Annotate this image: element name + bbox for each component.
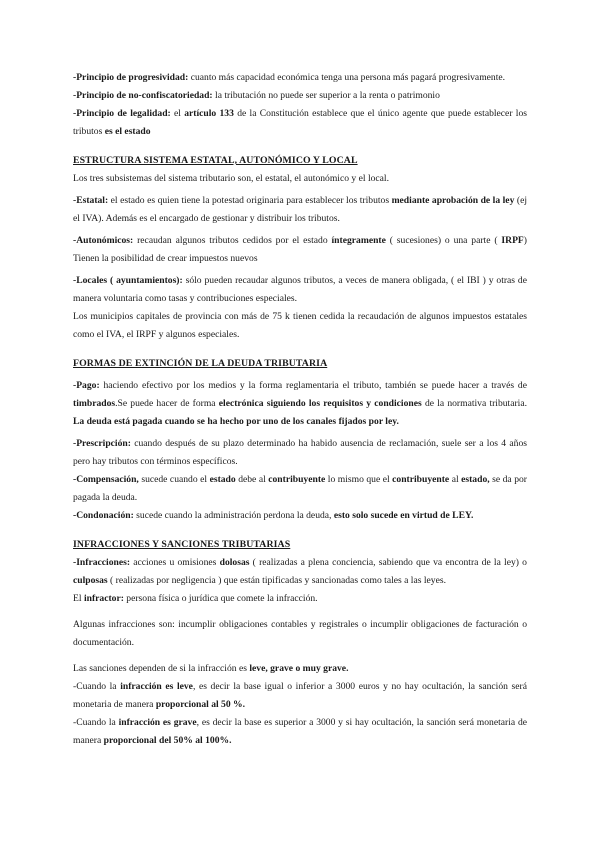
sanciones-paragraph: Las sanciones dependen de si la infracción es leve, grave o muy grave. [73, 663, 349, 674]
locales-paragraph: -Locales ( ayuntamientos): sólo pueden recaudar algunos tributos, a veces de manera obligada, ( el IBI ) y otras de manera voluntaria como tasas y contribuciones especiales. [73, 275, 527, 304]
estructura-intro: Los tres subsistemas del sistema tributario son, el estatal, el autonómico y el local. [73, 173, 389, 184]
principio-legalidad: -Principio de legalidad: el artículo 133 de la Constitución establece que el único agente que puede establecer los tributos es el estado [73, 108, 528, 137]
heading-estructura: ESTRUCTURA SISTEMA ESTATAL, AUTONÓMICO Y LOCAL [73, 155, 358, 166]
estatal-paragraph: -Estatal: el estado es quien tiene la potestad originaria para establecer los tributos mediante aprobación de la ley (ej el IVA). Además es el encargado de gestionar y distribuir los tributos. [73, 195, 527, 224]
municipios-paragraph: Los municipios capitales de provincia con más de 75 k tienen cedida la recaudación de algunos impuestos estatales como el IVA, el IRPF y algunos especiales. [73, 311, 527, 340]
principio-no-confiscatoriedad: -Principio de no-confiscatoriedad: la tributación no puede ser superior a la renta o patrimonio [73, 90, 440, 101]
autonomicos-paragraph: -Autonómicos: recaudan algunos tributos cedidos por el estado íntegramente ( sucesiones) o una parte ( IRPF) Tienen la posibilidad de crear impuestos nuevos [73, 235, 527, 264]
condonacion-paragraph: -Condonación: sucede cuando la administración perdona la deuda, esto solo sucede en virtud de LEY. [73, 510, 474, 521]
infracciones-paragraph: -Infracciones: acciones u omisiones dolosas ( realizadas a plena conciencia, sabiendo que va encontra de la ley) o culposas ( realizadas por negligencia ) que están tipificadas y sancionadas como tales a las leyes. [73, 557, 527, 586]
grave-paragraph: -Cuando la infracción es grave, es decir la base es superior a 3000 y si hay ocultación, la sanción será monetaria de manera proporcional del 50% al 100%. [73, 717, 528, 746]
pago-paragraph: -Pago: haciendo efectivo por los medios y la forma reglamentaria el tributo, también se puede hacer a través de timbrados.Se puede hacer de forma electrónica siguiendo los requisitos y condiciones de la normativa tributaria. La deuda está pagada cuando se ha hecho por uno de los canales fijados por ley. [73, 380, 527, 427]
algunas-paragraph: Algunas infracciones son: incumplir obligaciones contables y registrales o incumplir obligaciones de facturación o documentación. [73, 619, 527, 648]
compensacion-paragraph: -Compensación, sucede cuando el estado debe al contribuyente lo mismo que el contribuyente al estado, se da por pagada la deuda. [73, 474, 527, 503]
leve-paragraph: -Cuando la infracción es leve, es decir la base igual o inferior a 3000 euros y no hay ocultación, la sanción será monetaria de manera proporcional al 50 %. [73, 681, 527, 710]
prescripcion-paragraph: -Prescripción: cuando después de su plazo determinado ha habido ausencia de reclamación, suele ser a los 4 años pero hay tributos con términos específicos. [73, 438, 527, 467]
principio-progresividad: -Principio de progresividad: cuanto más capacidad económica tenga una persona más pagará progresivamente. [73, 72, 506, 83]
document-page [73, 69, 527, 750]
heading-formas: FORMAS DE EXTINCIÓN DE LA DEUDA TRIBUTARIA [73, 358, 328, 369]
infractor-paragraph: El infractor: persona física o jurídica que comete la infracción. [73, 593, 318, 604]
heading-infracciones: INFRACCIONES Y SANCIONES TRIBUTARIAS [73, 539, 291, 550]
